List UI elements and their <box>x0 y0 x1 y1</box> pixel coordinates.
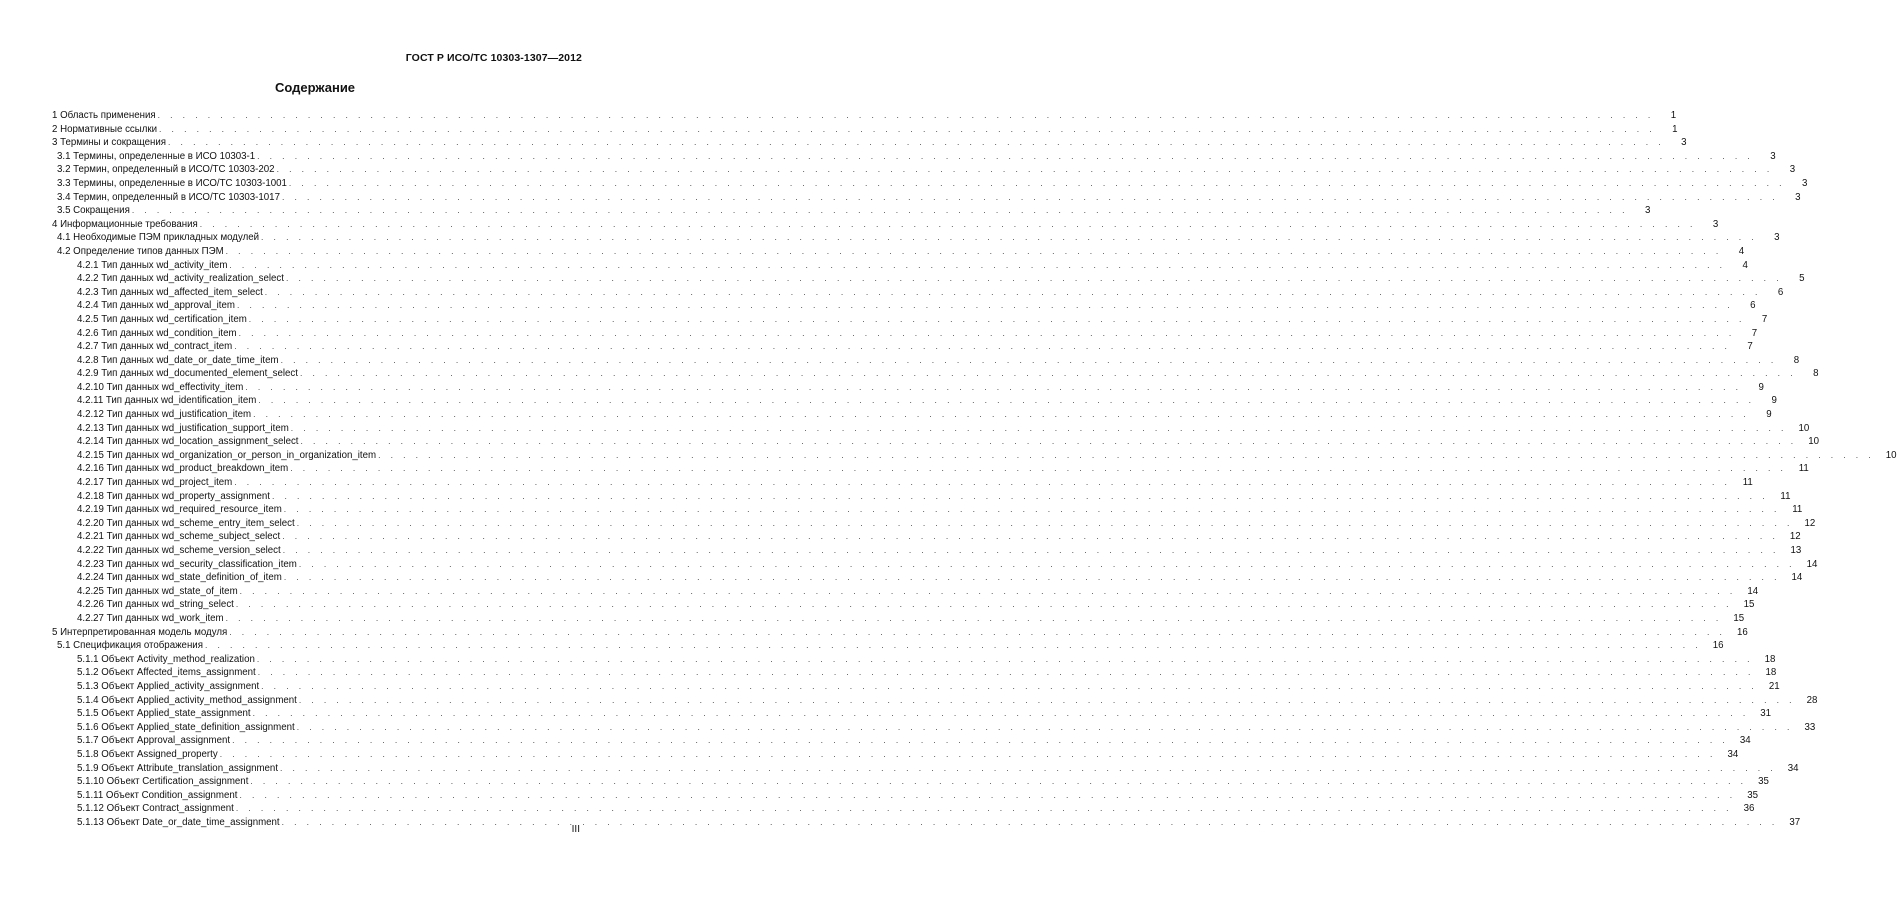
toc-leader-dots: . . . . . . . . . . . . . . . . . . . . . . . . . . . . . . . . . . . . . . . . . . . . . . . . . . . . . . . . . . . . . . . . . . . . . . . . . . . . . . . . . . . . . . . . . . . . . . . . . . . . . . . . . . . . . . . . . . . . . . . . <box>256 653 1754 664</box>
toc-entry-title: 5.1.4 Объект Applied_activity_method_assignment <box>77 694 297 706</box>
toc-entry-title: 4.2.16 Тип данных wd_product_breakdown_item <box>77 463 289 475</box>
toc-entry-title: 5.1.7 Объект Approval_assignment <box>77 735 231 747</box>
toc-entry-page: 35 <box>1758 776 1769 788</box>
toc-entry-page: 3 <box>1644 205 1651 217</box>
toc-entry-page: 9 <box>1758 381 1764 393</box>
toc-entry-title: 5 Интерпретированная модель модуля <box>52 626 228 638</box>
toc-leader-dots: . . . . . . . . . . . . . . . . . . . . . . . . . . . . . . . . . . . . . . . . . . . . . . . . . . . . . . . . . . . . . . . . . . . . . . . . . . . . . . . . . . . . . . . . . . . . . . . . . . . . . . . . . . . . . . . . . . . . . . . . <box>257 667 1755 678</box>
toc-entry-title: 4.2.12 Тип данных wd_justification_item <box>77 409 252 421</box>
toc-entry-title: 4.2.26 Тип данных wd_string_select <box>77 599 234 611</box>
toc-entry[interactable] <box>52 367 1819 381</box>
toc-entry-page: 4 <box>1738 245 1745 257</box>
toc-entry-page: 18 <box>1765 667 1777 679</box>
toc-entry[interactable] <box>52 150 1776 164</box>
toc-entry[interactable] <box>52 340 1753 354</box>
toc-entry[interactable] <box>52 218 1719 232</box>
toc-leader-dots: . . . . . . . . . . . . . . . . . . . . . . . . . . . . . . . . . . . . . . . . . . . . . . . . . . . . . . . . . . . . . . . . . . . . . . . . . . . . . . . . . . . . . . . . . . . . . . . . . . . . . . . . . . . . . . . . . . . . . . . . <box>131 205 1629 216</box>
toc-entry-title: 4.2.21 Тип данных wd_scheme_subject_select <box>77 531 281 543</box>
toc-entry-title: 5.1.11 Объект Condition_assignment <box>77 789 238 801</box>
toc-leader-dots: . . . . . . . . . . . . . . . . . . . . . . . . . . . . . . . . . . . . . . . . . . . . . . . . . . . . . . . . . . . . . . . . . . . . . . . . . . . . . . . . . . . . . . . . . . . . . . . . . . . . . . . . . . . . . . . . . . . . . . . . <box>276 164 1774 175</box>
toc-entry-page: 6 <box>1750 300 1756 312</box>
toc-entry[interactable] <box>52 462 1809 476</box>
toc-entry[interactable] <box>52 653 1776 667</box>
toc-entry-title: 5.1.8 Объект Assigned_property <box>77 748 218 760</box>
toc-leader-dots: . . . . . . . . . . . . . . . . . . . . . . . . . . . . . . . . . . . . . . . . . . . . . . . . . . . . . . . . . . . . . . . . . . . . . . . . . . . . . . . . . . . . . . . . . . . . . . . . . . . . . . . . . . . . . . . . . . . . . . . . <box>239 789 1736 800</box>
toc-leader-dots: . . . . . . . . . . . . . . . . . . . . . . . . . . . . . . . . . . . . . . . . . . . . . . . . . . . . . . . . . . . . . . . . . . . . . . . . . . . . . . . . . . . . . . . . . . . . . . . . . . . . . . . . . . . . . . . . . . . . . . . . <box>282 531 1779 542</box>
toc-entry-page: 12 <box>1804 517 1816 529</box>
toc-leader-dots: . . . . . . . . . . . . . . . . . . . . . . . . . . . . . . . . . . . . . . . . . . . . . . . . . . . . . . . . . . . . . . . . . . . . . . . . . . . . . . . . . . . . . . . . . . . . . . . . . . . . . . . . . . . . . . . . . . . . . . . . <box>300 436 1798 447</box>
toc-entry-page: 1 <box>1672 123 1678 135</box>
toc-entry-title: 3.3 Термины, определенные в ИСО/ТС 10303-1001 <box>57 177 287 189</box>
toc-leader-dots: . . . . . . . . . . . . . . . . . . . . . . . . . . . . . . . . . . . . . . . . . . . . . . . . . . . . . . . . . . . . . . . . . . . . . . . . . . . . . . . . . . . . . . . . . . . . . . . . . . . . . . . . . . . . . . . . . . . . . . . . <box>199 218 1697 229</box>
toc-leader-dots: . . . . . . . . . . . . . . . . . . . . . . . . . . . . . . . . . . . . . . . . . . . . . . . . . . . . . . . . . . . . . . . . . . . . . . . . . . . . . . . . . . . . . . . . . . . . . . . . . . . . . . . . . . . . . . . . . . . . . . . . <box>261 680 1758 691</box>
toc-entry-page: 5 <box>1799 273 1805 285</box>
toc-entry[interactable] <box>52 177 1808 191</box>
toc-leader-dots: . . . . . . . . . . . . . . . . . . . . . . . . . . . . . . . . . . . . . . . . . . . . . . . . . . . . . . . . . . . . . . . . . . . . . . . . . . . . . . . . . . . . . . . . . . . . . . . . . . . . . . . . . . . . . . . . . . . . . . . . <box>234 341 1731 352</box>
toc-leader-dots: . . . . . . . . . . . . . . . . . . . . . . . . . . . . . . . . . . . . . . . . . . . . . . . . . . . . . . . . . . . . . . . . . . . . . . . . . . . . . . . . . . . . . . . . . . . . . . . . . . . . . . . . . . . . . . . . . . . . . . . . <box>281 816 1779 827</box>
toc-leader-dots: . . . . . . . . . . . . . . . . . . . . . . . . . . . . . . . . . . . . . . . . . . . . . . . . . . . . . . . . . . . . . . . . . . . . . . . . . . . . . . . . . . . . . . . . . . . . . . . . . . . . . . . . . . . . . . . . . . . . . . . . <box>229 259 1726 270</box>
toc-entry[interactable] <box>52 231 1780 245</box>
toc-entry-title: 4.2.2 Тип данных wd_activity_realization_select <box>77 273 284 285</box>
toc-entry-title: 4.2.19 Тип данных wd_required_resource_item <box>77 504 282 516</box>
toc-entry-title: 3 Термины и сокращения <box>52 137 167 149</box>
toc-entry-page: 33 <box>1804 721 1816 733</box>
toc-entry[interactable] <box>52 490 1791 504</box>
toc-leader-dots: . . . . . . . . . . . . . . . . . . . . . . . . . . . . . . . . . . . . . . . . . . . . . . . . . . . . . . . . . . . . . . . . . . . . . . . . . . . . . . . . . . . . . . . . . . . . . . . . . . . . . . . . . . . . . . . . . . . . . . . . <box>280 762 1777 773</box>
toc-leader-dots: . . . . . . . . . . . . . . . . . . . . . . . . . . . . . . . . . . . . . . . . . . . . . . . . . . . . . . . . . . . . . . . . . . . . . . . . . . . . . . . . . . . . . . . . . . . . . . . . . . . . . . . . . . . . . . . . . . . . . . . . <box>236 300 1734 311</box>
toc-entry-title: 4.2.15 Тип данных wd_organization_or_person_in_organization_item <box>77 449 377 461</box>
toc-leader-dots: . . . . . . . . . . . . . . . . . . . . . . . . . . . . . . . . . . . . . . . . . . . . . . . . . . . . . . . . . . . . . . . . . . . . . . . . . . . . . . . . . . . . . . . . . . . . . . . . . . . . . . . . . . . . . . . . . . . . . . . . <box>235 803 1733 814</box>
toc-entry[interactable] <box>52 762 1799 776</box>
toc-entry-page: 3 <box>1712 218 1719 230</box>
toc-entry-page: 16 <box>1712 640 1724 652</box>
toc-leader-dots: . . . . . . . . . . . . . . . . . . . . . . . . . . . . . . . . . . . . . . . . . . . . . . . . . . . . . . . . . . . . . . . . . . . . . . . . . . . . . . . . . . . . . . . . . . . . . . . . . . . . . . . . . . . . . . . . . . . . . . . . <box>245 381 1742 392</box>
toc-entry[interactable] <box>52 802 1755 816</box>
toc-entry[interactable] <box>52 109 1677 123</box>
toc-entry[interactable] <box>52 775 1769 789</box>
toc-entry-page: 14 <box>1806 558 1818 570</box>
toc-entry[interactable] <box>52 503 1803 517</box>
toc-entry-page: 7 <box>1761 313 1768 325</box>
toc-entry[interactable] <box>52 707 1772 721</box>
toc-entry[interactable] <box>52 639 1724 653</box>
toc-leader-dots: . . . . . . . . . . . . . . . . . . . . . . . . . . . . . . . . . . . . . . . . . . . . . . . . . . . . . . . . . . . . . . . . . . . . . . . . . . . . . . . . . . . . . . . . . . . . . . . . . . . . . . . . . . . . . . . . . . . . . . . . <box>283 504 1781 515</box>
toc-entry[interactable] <box>52 558 1818 572</box>
toc-entry-page: 14 <box>1747 585 1759 597</box>
toc-entry-title: 3.4 Термин, определенный в ИСО/ТС 10303-1017 <box>57 191 280 203</box>
toc-entry[interactable] <box>52 626 1748 640</box>
toc-entry-title: 4.2.18 Тип данных wd_property_assignment <box>77 490 270 502</box>
toc-leader-dots: . . . . . . . . . . . . . . . . . . . . . . . . . . . . . . . . . . . . . . . . . . . . . . . . . . . . . . . . . . . . . . . . . . . . . . . . . . . . . . . . . . . . . . . . . . . . . . . . . . . . . . . . . . . . . . . . . . . . . . . . <box>298 558 1796 569</box>
toc-entry[interactable] <box>52 816 1801 830</box>
toc-leader-dots: . . . . . . . . . . . . . . . . . . . . . . . . . . . . . . . . . . . . . . . . . . . . . . . . . . . . . . . . . . . . . . . . . . . . . . . . . . . . . . . . . . . . . . . . . . . . . . . . . . . . . . . . . . . . . . . . . . . . . . . . <box>232 735 1729 746</box>
toc-entry-page: 3 <box>1789 164 1796 176</box>
toc-entry-title: 4.2.13 Тип данных wd_justification_support_item <box>77 422 289 434</box>
toc-leader-dots: . . . . . . . . . . . . . . . . . . . . . . . . . . . . . . . . . . . . . . . . . . . . . . . . . . . . . . . . . . . . . . . . . . . . . . . . . . . . . . . . . . . . . . . . . . . . . . . . . . . . . . . . . . . . . . . . . . . . . . . . <box>282 545 1780 555</box>
toc-entry-page: 34 <box>1787 762 1799 774</box>
toc-entry[interactable] <box>52 259 1748 273</box>
toc-entry-page: 15 <box>1733 612 1745 624</box>
toc-entry-page: 21 <box>1768 680 1780 692</box>
toc-leader-dots: . . . . . . . . . . . . . . . . . . . . . . . . . . . . . . . . . . . . . . . . . . . . . . . . . . . . . . . . . . . . . . . . . . . . . . . . . . . . . . . . . . . . . . . . . . . . . . . . . . . . . . . . . . . . . . . . . . . . . . . . <box>252 708 1750 719</box>
toc-entry[interactable] <box>52 245 1745 259</box>
toc-entry-title: 5.1.9 Объект Attribute_translation_assignment <box>77 762 279 774</box>
toc-leader-dots: . . . . . . . . . . . . . . . . . . . . . . . . . . . . . . . . . . . . . . . . . . . . . . . . . . . . . . . . . . . . . . . . . . . . . . . . . . . . . . . . . . . . . . . . . . . . . . . . . . . . . . . . . . . . . . . . . . . . . . . . <box>290 422 1788 433</box>
toc-entry-title: 4.2.17 Тип данных wd_project_item <box>77 477 233 489</box>
toc-leader-dots: . . . . . . . . . . . . . . . . . . . . . . . . . . . . . . . . . . . . . . . . . . . . . . . . . . . . . . . . . . . . . . . . . . . . . . . . . . . . . . . . . . . . . . . . . . . . . . . . . . . . . . . . . . . . . . . . . . . . . . . . <box>280 354 1778 365</box>
toc-leader-dots: . . . . . . . . . . . . . . . . . . . . . . . . . . . . . . . . . . . . . . . . . . . . . . . . . . . . . . . . . . . . . . . . . . . . . . . . . . . . . . . . . . . . . . . . . . . . . . . . . . . . . . . . . . . . . . . . . . . . . . . . <box>288 177 1786 188</box>
toc-entry-page: 3 <box>1795 191 1801 203</box>
toc-entry-title: 3.1 Термины, определенные в ИСО 10303-1 <box>57 150 256 162</box>
toc-entry-page: 8 <box>1813 368 1819 380</box>
toc-leader-dots: . . . . . . . . . . . . . . . . . . . . . . . . . . . . . . . . . . . . . . . . . . . . . . . . . . . . . . . . . . . . . . . . . . . . . . . . . . . . . . . . . . . . . . . . . . . . . . . . . . . . . . . . . . . . . . . . . . . . . . . . <box>204 640 1702 651</box>
toc-leader-dots: . . . . . . . . . . . . . . . . . . . . . . . . . . . . . . . . . . . . . . . . . . . . . . . . . . . . . . . . . . . . . . . . . . . . . . . . . . . . . . . . . . . . . . . . . . . . . . . . . . . . . . . . . . . . . . . . . . . . . . . . <box>159 123 1656 134</box>
toc-entry-page: 8 <box>1793 354 1800 366</box>
toc-entry-title: 4.2.6 Тип данных wd_condition_item <box>77 327 237 339</box>
toc-entry-title: 4.2.27 Тип данных wd_work_item <box>77 612 224 624</box>
toc-leader-dots: . . . . . . . . . . . . . . . . . . . . . . . . . . . . . . . . . . . . . . . . . . . . . . . . . . . . . . . . . . . . . . . . . . . . . . . . . . . . . . . . . . . . . . . . . . . . . . . . . . . . . . . . . . . . . . . . . . . . . . . . <box>261 232 1758 243</box>
toc-entry-title: 4.2.11 Тип данных wd_identification_item <box>77 395 257 407</box>
toc-entry[interactable] <box>52 585 1759 599</box>
toc-entry-page: 13 <box>1790 545 1802 556</box>
toc-entry-title: 4.2.25 Тип данных wd_state_of_item <box>77 585 238 597</box>
toc-entry[interactable] <box>52 666 1777 680</box>
toc-entry-page: 9 <box>1766 409 1772 421</box>
toc-entry-title: 2 Нормативные ссылки <box>52 123 158 135</box>
toc-entry-page: 14 <box>1791 572 1803 584</box>
toc-entry-page: 10 <box>1885 449 1897 461</box>
toc-leader-dots: . . . . . . . . . . . . . . . . . . . . . . . . . . . . . . . . . . . . . . . . . . . . . . . . . . . . . . . . . . . . . . . . . . . . . . . . . . . . . . . . . . . . . . . . . . . . . . . . . . . . . . . . . . . . . . . . . . . . . . . . <box>258 395 1755 406</box>
toc-entry[interactable] <box>52 313 1768 327</box>
toc-leader-dots: . . . . . . . . . . . . . . . . . . . . . . . . . . . . . . . . . . . . . . . . . . . . . . . . . . . . . . . . . . . . . . . . . . . . . . . . . . . . . . . . . . . . . . . . . . . . . . . . . . . . . . . . . . . . . . . . . . . . . . . . <box>248 313 1746 324</box>
toc-entry-page: 9 <box>1771 395 1777 407</box>
toc-leader-dots: . . . . . . . . . . . . . . . . . . . . . . . . . . . . . . . . . . . . . . . . . . . . . . . . . . . . . . . . . . . . . . . . . . . . . . . . . . . . . . . . . . . . . . . . . . . . . . . . . . . . . . . . . . . . . . . . . . . . . . . . <box>239 585 1737 596</box>
toc-leader-dots: . . . . . . . . . . . . . . . . . . . . . . . . . . . . . . . . . . . . . . . . . . . . . . . . . . . . . . . . . . . . . . . . . . . . . . . . . . . . . . . . . . . . . . . . . . . . . . . . . . . . . . . . . . . . . . . . . . . . . . . . <box>238 327 1736 338</box>
toc-entry-page: 11 <box>1798 463 1809 475</box>
toc-leader-dots: . . . . . . . . . . . . . . . . . . . . . . . . . . . . . . . . . . . . . . . . . . . . . . . . . . . . . . . . . . . . . . . . . . . . . . . . . . . . . . . . . . . . . . . . . . . . . . . . . . . . . . . . . . . . . . . . . . . . . . . . <box>299 368 1797 379</box>
table-of-contents <box>52 109 1897 829</box>
toc-entry-page: 11 <box>1742 477 1753 489</box>
toc-entry-page: 3 <box>1774 232 1780 244</box>
toc-entry-title: 4.2.24 Тип данных wd_state_definition_of_item <box>77 572 282 584</box>
toc-leader-dots: . . . . . . . . . . . . . . . . . . . . . . . . . . . . . . . . . . . . . . . . . . . . . . . . . . . . . . . . . . . . . . . . . . . . . . . . . . . . . . . . . . . . . . . . . . . . . . . . . . . . . . . . . . . . . . . . . . . . . . . . <box>283 572 1781 583</box>
toc-entry[interactable] <box>52 721 1816 735</box>
toc-leader-dots: . . . . . . . . . . . . . . . . . . . . . . . . . . . . . . . . . . . . . . . . . . . . . . . . . . . . . . . . . . . . . . . . . . . . . . . . . . . . . . . . . . . . . . . . . . . . . . . . . . . . . . . . . . . . . . . . . . . . . . . . <box>281 191 1779 202</box>
toc-entry-title: 5.1.5 Объект Applied_state_assignment <box>77 708 251 720</box>
toc-leader-dots: . . . . . . . . . . . . . . . . . . . . . . . . . . . . . . . . . . . . . . . . . . . . . . . . . . . . . . . . . . . . . . . . . . . . . . . . . . . . . . . . . . . . . . . . . . . . . . . . . . . . . . . . . . . . . . . . . . . . . . . . <box>285 273 1783 284</box>
toc-entry[interactable] <box>52 299 1756 313</box>
toc-entry-title: 5.1.10 Объект Certification_assignment <box>77 776 249 788</box>
toc-leader-dots: . . . . . . . . . . . . . . . . . . . . . . . . . . . . . . . . . . . . . . . . . . . . . . . . . . . . . . . . . . . . . . . . . . . . . . . . . . . . . . . . . . . . . . . . . . . . . . . . . . . . . . . . . . . . . . . . . . . . . . . . <box>271 490 1769 501</box>
page-title: Содержание <box>274 80 356 95</box>
toc-entry-title: 4.2.9 Тип данных wd_documented_element_select <box>77 368 298 380</box>
toc-leader-dots: . . . . . . . . . . . . . . . . . . . . . . . . . . . . . . . . . . . . . . . . . . . . . . . . . . . . . . . . . . . . . . . . . . . . . . . . . . . . . . . . . . . . . . . . . . . . . . . . . . . . . . . . . . . . . . . . . . . . . . . . <box>225 612 1723 623</box>
toc-entry-page: 1 <box>1670 110 1677 121</box>
toc-leader-dots: . . . . . . . . . . . . . . . . . . . . . . . . . . . . . . . . . . . . . . . . . . . . . . . . . . . . . . . . . . . . . . . . . . . . . . . . . . . . . . . . . . . . . . . . . . . . . . . . . . . . . . . . . . . . . . . . . . . . . . . . <box>250 776 1747 787</box>
toc-entry-page: 4 <box>1742 259 1748 271</box>
toc-entry[interactable] <box>52 394 1777 408</box>
toc-entry[interactable] <box>52 136 1687 150</box>
toc-entry[interactable] <box>52 435 1820 449</box>
toc-entry-page: 10 <box>1798 422 1810 434</box>
toc-entry-title: 4.2.20 Тип данных wd_scheme_entry_item_select <box>77 517 295 529</box>
toc-entry-title: 4.2.3 Тип данных wd_affected_item_select <box>77 286 263 298</box>
page-number: III <box>571 824 580 835</box>
toc-leader-dots: . . . . . . . . . . . . . . . . . . . . . . . . . . . . . . . . . . . . . . . . . . . . . . . . . . . . . . . . . . . . . . . . . . . . . . . . . . . . . . . . . . . . . . . . . . . . . . . . . . . . . . . . . . . . . . . . . . . . . . . . <box>225 245 1723 256</box>
document-header: ГОСТ Р ИСО/ТС 10303-1307—2012 <box>405 52 582 64</box>
toc-entry-title: 3.2 Термин, определенный в ИСО/ТС 10303-202 <box>57 164 275 176</box>
toc-entry-title: 4.2 Определение типов данных ПЭМ <box>57 245 224 257</box>
toc-entry-title: 5.1.6 Объект Applied_state_definition_assignment <box>77 721 295 733</box>
toc-entry[interactable] <box>52 612 1745 626</box>
toc-leader-dots: . . . . . . . . . . . . . . . . . . . . . . . . . . . . . . . . . . . . . . . . . . . . . . . . . . . . . . . . . . . . . . . . . . . . . . . . . . . . . . . . . . . . . . . . . . . . . . . . . . . . . . . . . . . . . . . . . . . . . . . . <box>298 694 1796 705</box>
toc-entry-title: 4.2.1 Тип данных wd_activity_item <box>77 259 228 271</box>
toc-entry[interactable] <box>52 449 1897 463</box>
toc-entry-page: 37 <box>1789 816 1801 828</box>
toc-leader-dots: . . . . . . . . . . . . . . . . . . . . . . . . . . . . . . . . . . . . . . . . . . . . . . . . . . . . . . . . . . . . . . . . . . . . . . . . . . . . . . . . . . . . . . . . . . . . . . . . . . . . . . . . . . . . . . . . . . . . . . . . <box>257 150 1754 161</box>
toc-entry-page: 28 <box>1806 694 1818 706</box>
toc-entry[interactable] <box>52 734 1751 748</box>
toc-entry-title: 4.2.5 Тип данных wd_certification_item <box>77 313 247 325</box>
toc-entry-title: 1 Область применения <box>52 110 156 121</box>
toc-entry-page: 34 <box>1727 748 1739 760</box>
toc-leader-dots: . . . . . . . . . . . . . . . . . . . . . . . . . . . . . . . . . . . . . . . . . . . . . . . . . . . . . . . . . . . . . . . . . . . . . . . . . . . . . . . . . . . . . . . . . . . . . . . . . . . . . . . . . . . . . . . . . . . . . . . . <box>168 137 1665 148</box>
toc-entry[interactable] <box>52 163 1796 177</box>
toc-entry[interactable] <box>52 204 1651 218</box>
toc-entry-page: 12 <box>1789 531 1801 543</box>
toc-entry-page: 16 <box>1736 626 1748 638</box>
toc-entry[interactable] <box>52 476 1753 490</box>
toc-entry[interactable] <box>52 694 1818 708</box>
toc-entry-page: 3 <box>1802 177 1808 189</box>
toc-leader-dots: . . . . . . . . . . . . . . . . . . . . . . . . . . . . . . . . . . . . . . . . . . . . . . . . . . . . . . . . . . . . . . . . . . . . . . . . . . . . . . . . . . . . . . . . . . . . . . . . . . . . . . . . . . . . . . . . . . . . . . . . <box>264 286 1762 297</box>
toc-entry[interactable] <box>52 544 1802 558</box>
toc-entry-title: 4.2.7 Тип данных wd_contract_item <box>77 341 233 353</box>
toc-entry[interactable] <box>52 272 1805 286</box>
toc-leader-dots: . . . . . . . . . . . . . . . . . . . . . . . . . . . . . . . . . . . . . . . . . . . . . . . . . . . . . . . . . . . . . . . . . . . . . . . . . . . . . . . . . . . . . . . . . . . . . . . . . . . . . . . . . . . . . . . . . . . . . . . . <box>157 110 1655 120</box>
toc-entry-page: 31 <box>1760 708 1772 720</box>
toc-entry-page: 3 <box>1681 137 1687 149</box>
toc-entry-title: 4.2.4 Тип данных wd_approval_item <box>77 300 235 312</box>
toc-leader-dots: . . . . . . . . . . . . . . . . . . . . . . . . . . . . . . . . . . . . . . . . . . . . . . . . . . . . . . . . . . . . . . . . . . . . . . . . . . . . . . . . . . . . . . . . . . . . . . . . . . . . . . . . . . . . . . . . . . . . . . . . <box>290 463 1787 474</box>
toc-entry-page: 18 <box>1764 653 1776 665</box>
toc-entry[interactable] <box>52 517 1816 531</box>
toc-entry-title: 5.1.2 Объект Affected_items_assignment <box>77 667 256 679</box>
toc-entry[interactable] <box>52 327 1758 341</box>
toc-entry-page: 3 <box>1770 150 1776 162</box>
toc-entry[interactable] <box>52 286 1784 300</box>
toc-entry-title: 5.1.12 Объект Contract_assignment <box>77 803 234 815</box>
toc-entry[interactable] <box>52 530 1801 544</box>
toc-entry-page: 11 <box>1792 504 1803 516</box>
toc-entry-title: 3.5 Сокращения <box>57 205 130 217</box>
toc-leader-dots: . . . . . . . . . . . . . . . . . . . . . . . . . . . . . . . . . . . . . . . . . . . . . . . . . . . . . . . . . . . . . . . . . . . . . . . . . . . . . . . . . . . . . . . . . . . . . . . . . . . . . . . . . . . . . . . . . . . . . . . . <box>235 599 1733 610</box>
toc-entry[interactable] <box>52 191 1801 205</box>
toc-leader-dots: . . . . . . . . . . . . . . . . . . . . . . . . . . . . . . . . . . . . . . . . . . . . . . . . . . . . . . . . . . . . . . . . . . . . . . . . . . . . . . . . . . . . . . . . . . . . . . . . . . . . . . . . . . . . . . . . . . . . . . . . <box>234 477 1731 488</box>
toc-entry-title: 5.1.3 Объект Applied_activity_assignment <box>77 680 260 692</box>
toc-leader-dots: . . . . . . . . . . . . . . . . . . . . . . . . . . . . . . . . . . . . . . . . . . . . . . . . . . . . . . . . . . . . . . . . . . . . . . . . . . . . . . . . . . . . . . . . . . . . . . . . . . . . . . . . . . . . . . . . . . . . . . . . <box>219 748 1717 759</box>
toc-entry-title: 5.1.1 Объект Activity_method_realization <box>77 653 255 665</box>
toc-entry-page: 15 <box>1743 599 1755 611</box>
toc-entry[interactable] <box>52 381 1764 395</box>
toc-entry-page: 10 <box>1808 436 1820 448</box>
toc-entry-title: 4.2.14 Тип данных wd_location_assignment_select <box>77 436 299 448</box>
toc-entry[interactable] <box>52 123 1678 137</box>
toc-entry[interactable] <box>52 748 1739 762</box>
toc-entry[interactable] <box>52 571 1803 585</box>
toc-entry-title: 4.2.10 Тип данных wd_effectivity_item <box>77 381 244 393</box>
toc-entry-page: 7 <box>1751 327 1758 339</box>
toc-entry-page: 6 <box>1777 286 1784 298</box>
toc-entry-title: 4 Информационные требования <box>52 218 198 230</box>
toc-entry-title: 5.1 Спецификация отображения <box>57 640 203 652</box>
toc-leader-dots: . . . . . . . . . . . . . . . . . . . . . . . . . . . . . . . . . . . . . . . . . . . . . . . . . . . . . . . . . . . . . . . . . . . . . . . . . . . . . . . . . . . . . . . . . . . . . . . . . . . . . . . . . . . . . . . . . . . . . . . . <box>229 626 1726 637</box>
toc-entry-page: 36 <box>1743 803 1755 815</box>
toc-entry-title: 5.1.13 Объект Date_or_date_time_assignment <box>77 816 280 828</box>
toc-entry-page: 7 <box>1747 341 1753 353</box>
toc-entry[interactable] <box>52 598 1755 612</box>
toc-entry-title: 4.2.8 Тип данных wd_date_or_date_time_item <box>77 354 279 366</box>
toc-leader-dots: . . . . . . . . . . . . . . . . . . . . . . . . . . . . . . . . . . . . . . . . . . . . . . . . . . . . . . . . . . . . . . . . . . . . . . . . . . . . . . . . . . . . . . . . . . . . . . . . . . . . . . . . . . . . . . . . . . . . . . . . <box>378 449 1875 460</box>
toc-leader-dots: . . . . . . . . . . . . . . . . . . . . . . . . . . . . . . . . . . . . . . . . . . . . . . . . . . . . . . . . . . . . . . . . . . . . . . . . . . . . . . . . . . . . . . . . . . . . . . . . . . . . . . . . . . . . . . . . . . . . . . . . <box>296 721 1794 732</box>
toc-entry-page: 34 <box>1739 735 1751 747</box>
toc-leader-dots: . . . . . . . . . . . . . . . . . . . . . . . . . . . . . . . . . . . . . . . . . . . . . . . . . . . . . . . . . . . . . . . . . . . . . . . . . . . . . . . . . . . . . . . . . . . . . . . . . . . . . . . . . . . . . . . . . . . . . . . . <box>253 409 1750 420</box>
toc-entry-title: 4.1 Необходимые ПЭМ прикладных модулей <box>57 232 260 244</box>
toc-entry-page: 35 <box>1747 789 1758 801</box>
toc-entry[interactable] <box>52 408 1772 422</box>
toc-entry[interactable] <box>52 789 1758 803</box>
toc-entry[interactable] <box>52 354 1800 368</box>
toc-entry-title: 4.2.22 Тип данных wd_scheme_version_select <box>77 545 281 556</box>
toc-entry[interactable] <box>52 422 1810 436</box>
toc-entry-title: 4.2.23 Тип данных wd_security_classification_item <box>77 558 297 570</box>
toc-entry[interactable] <box>52 680 1780 694</box>
toc-leader-dots: . . . . . . . . . . . . . . . . . . . . . . . . . . . . . . . . . . . . . . . . . . . . . . . . . . . . . . . . . . . . . . . . . . . . . . . . . . . . . . . . . . . . . . . . . . . . . . . . . . . . . . . . . . . . . . . . . . . . . . . . <box>296 517 1794 528</box>
toc-entry-page: 11 <box>1780 490 1791 502</box>
